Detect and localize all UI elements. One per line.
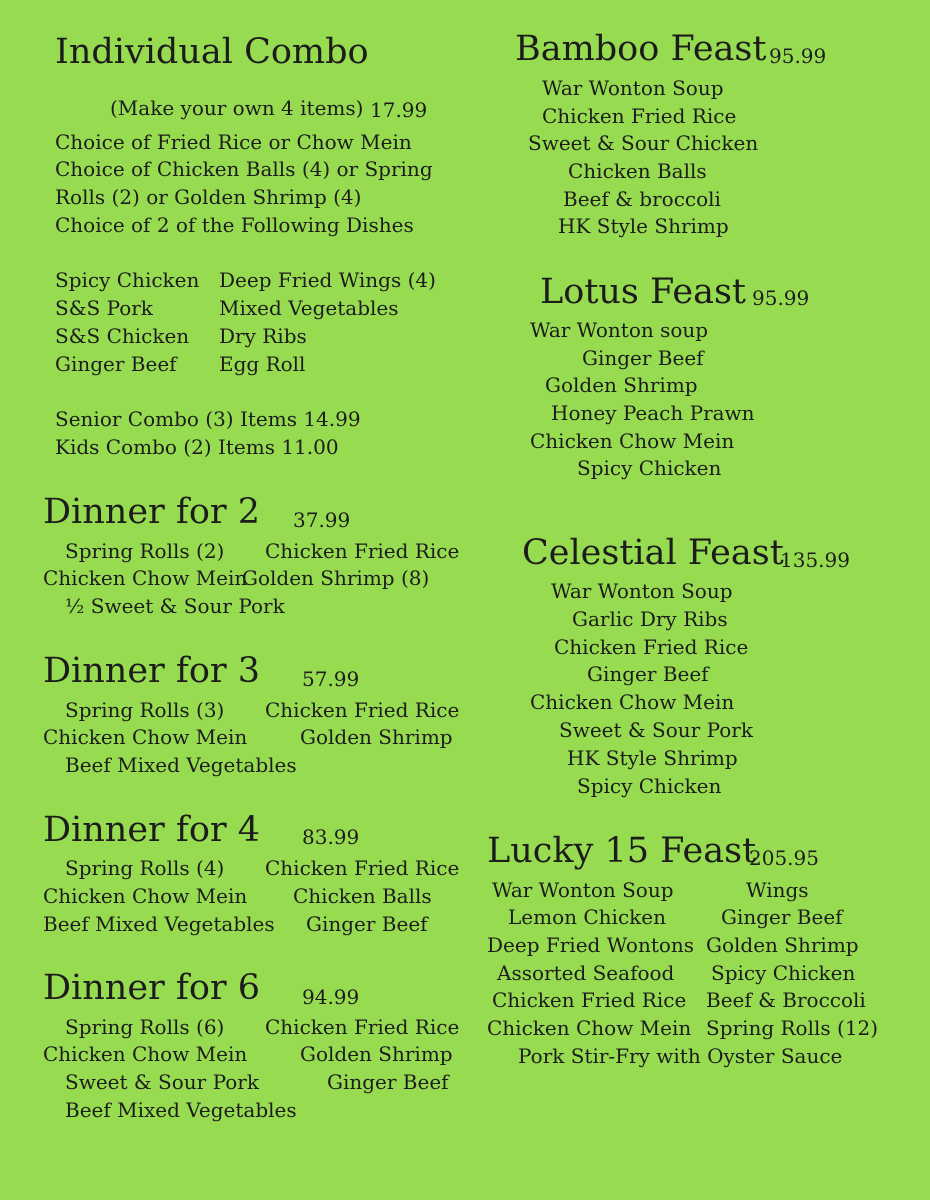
- menu-item: Honey Peach Prawn: [551, 401, 755, 425]
- menu-item: Chicken Chow Mein: [530, 690, 735, 714]
- make-your-own-note: (Make your own 4 items): [110, 96, 364, 120]
- dinner-for-2-title: Dinner for 2: [43, 492, 261, 532]
- menu-item: Sweet & Sour Chicken: [528, 131, 759, 155]
- menu-item: Chicken Fried Rice: [265, 539, 460, 563]
- menu-item: Golden Shrimp (8): [242, 566, 430, 590]
- menu-item: War Wonton soup: [530, 318, 709, 342]
- lucky-15-feast-price: 205.95: [749, 846, 819, 870]
- menu-item: Chicken Fried Rice: [542, 104, 737, 128]
- celestial-feast-price: 135.99: [780, 548, 850, 572]
- menu-item: Sweet & Sour Pork: [559, 718, 753, 742]
- menu-item: Chicken Fried Rice: [492, 988, 687, 1012]
- menu-item: HK Style Shrimp: [567, 746, 738, 770]
- lotus-feast-price: 95.99: [752, 286, 810, 310]
- menu-item: Spring Rolls (2): [65, 539, 225, 563]
- combo-choice-line: Choice of Chicken Balls (4) or Spring: [55, 157, 433, 181]
- menu-item: Chicken Fried Rice: [554, 635, 749, 659]
- kids-combo: Kids Combo (2) Items 11.00: [55, 435, 339, 459]
- menu-item: Spicy Chicken: [577, 456, 722, 480]
- menu-item: Chicken Chow Mein: [43, 884, 248, 908]
- combo-dish-item: S&S Chicken: [55, 324, 190, 348]
- dinner-for-2-price: 37.99: [293, 508, 351, 532]
- menu-item: Chicken Fried Rice: [265, 698, 460, 722]
- menu-item: Chicken Fried Rice: [265, 856, 460, 880]
- combo-dish-item: Mixed Vegetables: [219, 296, 399, 320]
- combo-dish-item: Deep Fried Wings (4): [219, 268, 436, 292]
- dinner-for-4-title: Dinner for 4: [43, 810, 261, 850]
- dinner-for-6-price: 94.99: [302, 985, 360, 1009]
- bamboo-feast-price: 95.99: [769, 44, 827, 68]
- menu-item: Ginger Beef: [721, 905, 843, 929]
- menu-item: Beef & Broccoli: [706, 988, 866, 1012]
- menu-item: Chicken Chow Mein: [43, 725, 248, 749]
- combo-choice-line: Choice of 2 of the Following Dishes: [55, 213, 414, 237]
- menu-item: Beef Mixed Vegetables: [65, 753, 297, 777]
- menu-item: Golden Shrimp: [300, 1042, 453, 1066]
- menu-item: Chicken Chow Mein: [43, 566, 248, 590]
- menu-item: Chicken Balls: [293, 884, 432, 908]
- combo-dish-item: Dry Ribs: [219, 324, 307, 348]
- combo-choice-line: Rolls (2) or Golden Shrimp (4): [55, 185, 362, 209]
- dinner-for-3-price: 57.99: [302, 667, 360, 691]
- combo-dish-item: Ginger Beef: [55, 352, 177, 376]
- menu-item: Golden Shrimp: [300, 725, 453, 749]
- menu-item: Beef Mixed Vegetables: [65, 1098, 297, 1122]
- combo-dish-item: S&S Pork: [55, 296, 153, 320]
- lotus-feast-title: Lotus Feast: [540, 272, 746, 312]
- menu-item: HK Style Shrimp: [558, 214, 729, 238]
- celestial-feast-title: Celestial Feast: [522, 533, 784, 573]
- combo-dish-item: Spicy Chicken: [55, 268, 200, 292]
- menu-item: Assorted Seafood: [497, 961, 675, 985]
- menu-item: Beef Mixed Vegetables: [43, 912, 275, 936]
- dinner-for-4-price: 83.99: [302, 825, 360, 849]
- menu-item: Ginger Beef: [327, 1070, 449, 1094]
- menu-item: Wings: [746, 878, 809, 902]
- menu-item: Golden Shrimp: [706, 933, 859, 957]
- menu-item: Deep Fried Wontons: [487, 933, 695, 957]
- menu-item: Spring Rolls (3): [65, 698, 225, 722]
- menu-item: Golden Shrimp: [545, 373, 698, 397]
- menu-item: Lemon Chicken: [508, 905, 666, 929]
- individual-combo-title: Individual Combo: [55, 32, 369, 72]
- menu-item: Spicy Chicken: [711, 961, 856, 985]
- menu-item: War Wonton Soup: [542, 76, 724, 100]
- menu-item: Spicy Chicken: [577, 774, 722, 798]
- menu-item: War Wonton Soup: [492, 878, 674, 902]
- menu-item: Chicken Balls: [568, 159, 707, 183]
- individual-combo-price: 17.99: [370, 98, 428, 122]
- menu-item: Pork Stir-Fry with Oyster Sauce: [518, 1044, 843, 1068]
- lucky-15-feast-title: Lucky 15 Feast: [487, 831, 757, 871]
- combo-dish-item: Egg Roll: [219, 352, 306, 376]
- menu-item: Beef & broccoli: [563, 187, 721, 211]
- menu-item: Ginger Beef: [306, 912, 428, 936]
- menu-item: Chicken Chow Mein: [487, 1016, 692, 1040]
- menu-item: Spring Rolls (6): [65, 1015, 225, 1039]
- combo-choice-line: Choice of Fried Rice or Chow Mein: [55, 130, 412, 154]
- menu-item: Chicken Fried Rice: [265, 1015, 460, 1039]
- menu-item: Spring Rolls (12): [706, 1016, 879, 1040]
- menu-item: Garlic Dry Ribs: [572, 607, 728, 631]
- menu-item: War Wonton Soup: [551, 579, 733, 603]
- senior-combo: Senior Combo (3) Items 14.99: [55, 407, 361, 431]
- menu-item: Chicken Chow Mein: [43, 1042, 248, 1066]
- bamboo-feast-title: Bamboo Feast: [515, 29, 767, 69]
- dinner-for-3-title: Dinner for 3: [43, 651, 261, 691]
- menu-item: Ginger Beef: [587, 662, 709, 686]
- menu-item: Sweet & Sour Pork: [65, 1070, 259, 1094]
- dinner-for-6-title: Dinner for 6: [43, 968, 261, 1008]
- menu-item: ½ Sweet & Sour Pork: [65, 594, 285, 618]
- menu-item: Spring Rolls (4): [65, 856, 225, 880]
- menu-item: Ginger Beef: [582, 346, 704, 370]
- menu-item: Chicken Chow Mein: [530, 429, 735, 453]
